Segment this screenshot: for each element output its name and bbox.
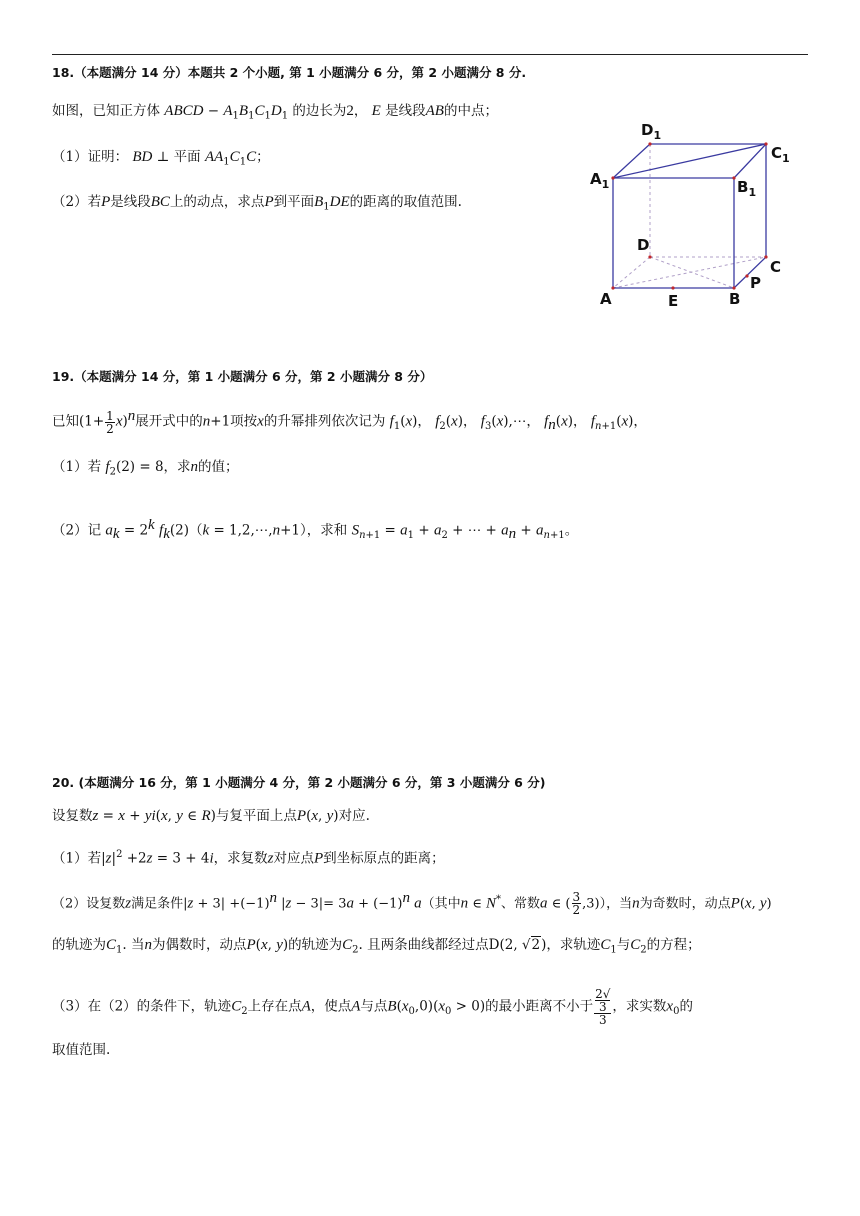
label-P: P bbox=[750, 274, 761, 292]
q20-part2: （2）设复数z满足条件$|z + 3| +(-1)^n$ $|z - 3|= 3a + (-1)^n$ a（其中n ∈ N*、常数a ∈ ( $\frac{3}{2}$ ,3)），当n为奇数时，动点P(x, y) bbox=[52, 890, 772, 918]
q20-part3-end: 取值范围. bbox=[52, 1042, 111, 1058]
point-E bbox=[671, 286, 674, 289]
q20-stem: 设复数z = x + yi(x, y ∈ R)与复平面上点P(x, y)对应. bbox=[52, 808, 370, 824]
q18-header: 18.（本题满分 14 分）本题共 2 个小题, 第 1 小题满分 6 分，第 2 小题满分 8 分. bbox=[52, 65, 527, 80]
q19-part1: （1）若 $f_2(2) = 8$，求n的值； bbox=[52, 459, 239, 478]
q20-part3: （3）在（2）的条件下，轨迹$C_2$上存在点A，使点A与点$B(x_0,0)(x_0 > 0)$的最小距离不小于 2√ 3 3 ，求实数$x_0$的 bbox=[52, 987, 693, 1027]
q18-stem: 如图，已知正方体 ABCD − $A_1B_1C_1D_1$ 的边长为2， E 是线段AB的中点； bbox=[52, 103, 498, 122]
label-E: E bbox=[668, 292, 679, 310]
point-P bbox=[745, 274, 748, 277]
point-D1 bbox=[648, 142, 651, 145]
label-B: B bbox=[729, 290, 741, 308]
cube-figure bbox=[580, 112, 800, 312]
q20-part1: （1）若$|z|^2 +2z = 3 + 4i$，求复数z对应点P到坐标原点的距离； bbox=[52, 849, 445, 867]
label-C1: $C_1$ bbox=[771, 144, 790, 165]
q18-part2: （2）若P是线段BC上的动点，求点P到平面$B_1DE$的距离的取值范围. bbox=[52, 194, 462, 213]
point-A1 bbox=[611, 176, 614, 179]
q19-header: 19.（本题满分 14 分，第 1 小题满分 6 分，第 2 小题满分 8 分） bbox=[52, 369, 433, 384]
label-A: A bbox=[600, 290, 612, 308]
point-A bbox=[611, 286, 614, 289]
label-D1: $D_1$ bbox=[641, 121, 662, 142]
q19-part2: （2）记 $a_k = 2^k$ $f_k(2)(k$ = 1,2,⋯,n+1），求和 $S_{n+1} = a_1 + a_2$ + ⋯ + $a_n + a_{n+1}$。 bbox=[52, 517, 579, 543]
q20-part2-cont: 的轨迹为$C_1$. 当n为偶数时，动点P(x, y)的轨迹为$C_2$. 且两条曲线都经过点D(2, √2)，求轨迹$C_1$与$C_2$的方程； bbox=[52, 937, 701, 956]
label-A1: $A_1$ bbox=[590, 170, 610, 191]
point-D bbox=[648, 255, 651, 258]
label-C: C bbox=[770, 258, 782, 276]
q18-part1: （1）证明： BD ⊥ 平面 $AA_1C_1C$； bbox=[52, 149, 270, 168]
top-rule bbox=[52, 54, 808, 55]
label-B1: $B_1$ bbox=[737, 178, 757, 199]
point-C1 bbox=[764, 142, 767, 145]
q19-stem: 已知(1+ $\frac{1}{2}$ x)$^n$展开式中的n+1项按x的升幂排列依次记为 $f_1(x)$， $f_2(x)$， $f_3(x),\cdots$， $f_n(x)$， $f_{n+1}(x)$， bbox=[52, 408, 647, 436]
point-C bbox=[764, 255, 767, 258]
q20-header: 20. (本题满分 16 分，第 1 小题满分 4 分，第 2 小题满分 6 分，第 3 小题满分 6 分) bbox=[52, 775, 546, 790]
label-D: D bbox=[637, 236, 650, 254]
point-B1 bbox=[732, 176, 735, 179]
